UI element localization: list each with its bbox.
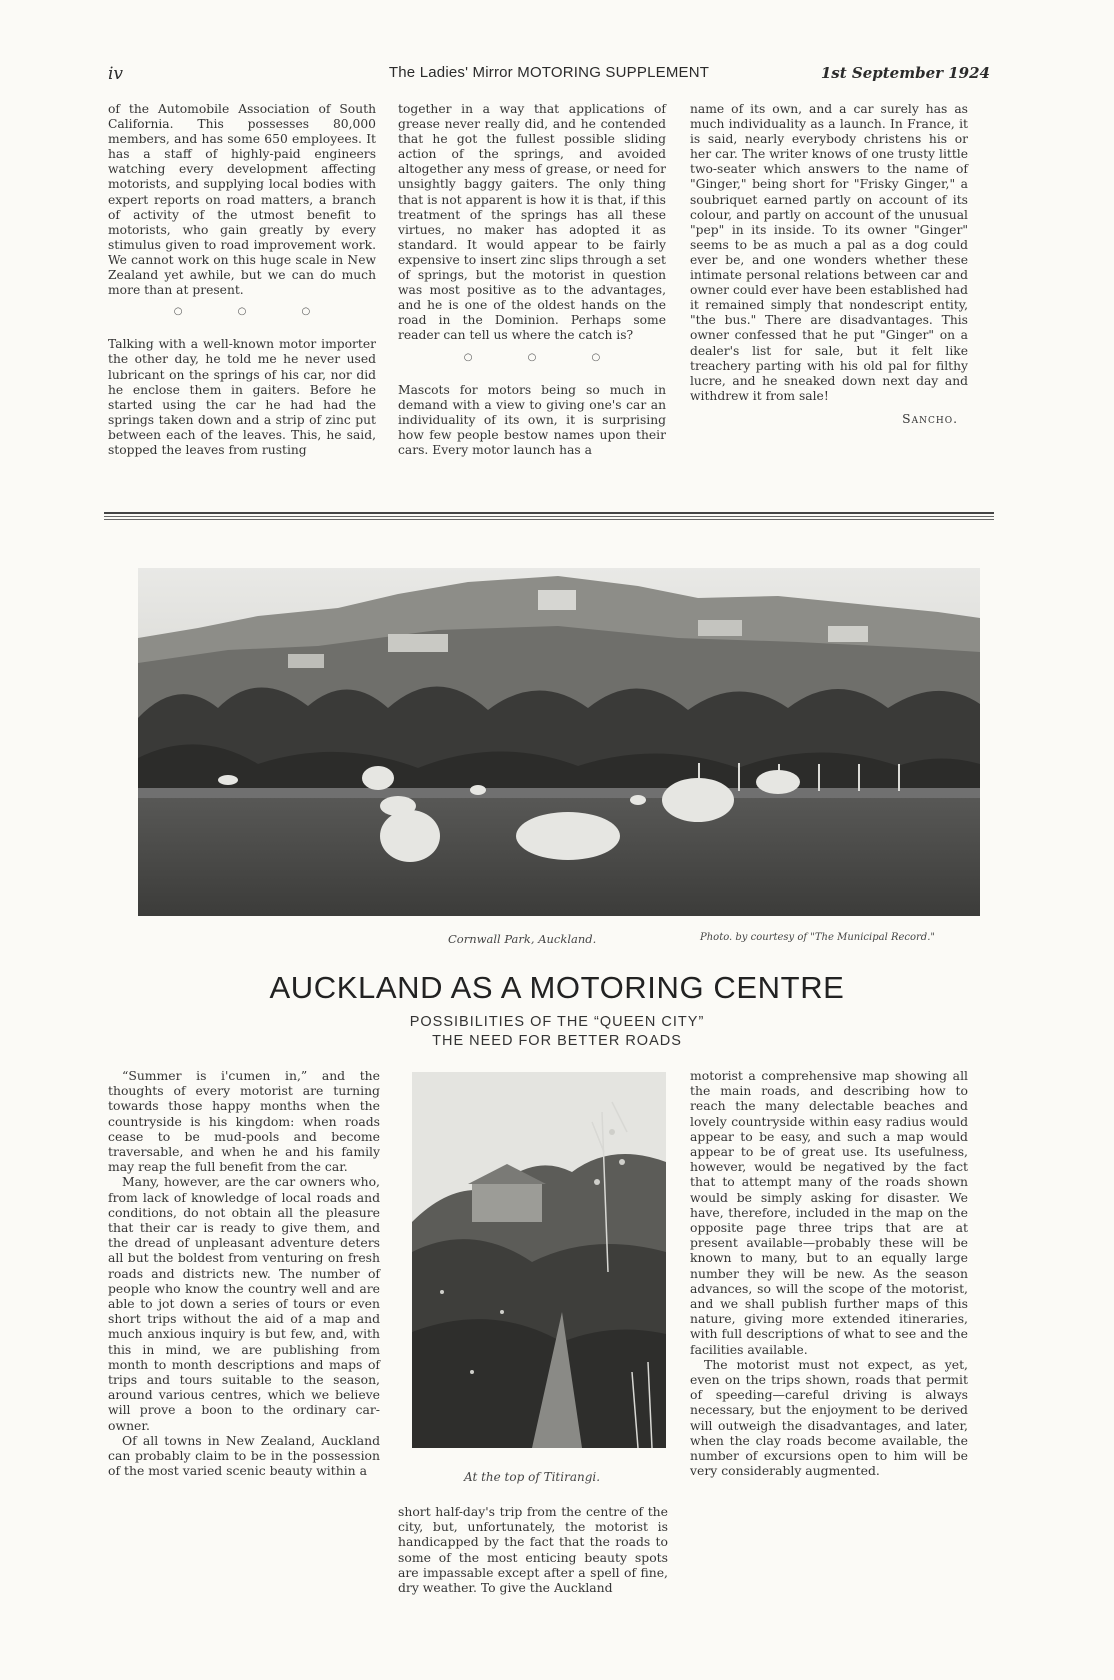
- article-subhead-1: POSSIBILITIES OF THE “QUEEN CITY”: [409, 1014, 705, 1030]
- article-subhead-2: THE NEED FOR BETTER ROADS: [432, 1033, 682, 1049]
- article-headline: AUCKLAND AS A MOTORING CENTRE: [269, 970, 845, 1005]
- running-head: [108, 64, 990, 88]
- article-column-2: [398, 1504, 668, 1595]
- paragraph: “Summer is i'cumen in,” and the thoughts of every motorist are turning towards those happy months when the countryside is his kingdom: when roads cease to be mud-pools and become traversable, and when he and his family may reap the full benefit from the car.: [108, 1068, 380, 1175]
- section-divider: [104, 512, 994, 520]
- small-photo-caption: At the top of Titirangi.: [464, 1470, 601, 1484]
- main-photo-credit: Photo. by courtesy of "The Municipal Record.": [700, 932, 935, 943]
- paragraph: The motorist must not expect, as yet, even on the trips shown, roads that permit of speeding—careful driving is always necessary, but the enjoyment to be derived will outweigh the disadvantages, and later, when the clay roads become available, the number of excursions open to him will be very considerably augmented.: [690, 1356, 968, 1479]
- paragraph: Mascots for motors being so much in demand with a view to giving one's car an individuality of its own, it is surprising how few people bestow names upon their cars. Every motor launch has a: [398, 382, 666, 457]
- author-signature: Sancho.: [902, 411, 958, 426]
- main-photo-caption: Cornwall Park, Auckland.: [448, 932, 597, 946]
- top-column-1: [108, 102, 376, 458]
- titirangi-image: [412, 1072, 666, 1448]
- issue-date: 1st September 1924: [820, 64, 990, 82]
- cornwall-park-photo: [138, 568, 980, 916]
- section-dots: ○ ○ ○: [173, 306, 337, 318]
- cornwall-park-image: [138, 568, 980, 916]
- paragraph: of the Automobile Association of South California. This possesses 80,000 members, and has some 650 employees. It has a staff of highly-paid engineers watching every development affecting motorists, and supplying local bodies with expert reports on road matters, a branch of activity of the utmost benefit to motorists, who gain greatly by every stimulus given to road improvement work. We cannot work on this huge scale in New Zealand yet awhile, but we can do much more than at present.: [108, 102, 376, 298]
- section-dots: ○ ○ ○: [463, 351, 627, 363]
- article-column-3: [690, 1068, 968, 1478]
- article-column-1: [108, 1068, 380, 1478]
- publication-title: The Ladies' Mirror MOTORING SUPPLEMENT: [388, 64, 710, 81]
- paragraph: Of all towns in New Zealand, Auckland can probably claim to be in the possession of the most varied scenic beauty within a: [108, 1432, 380, 1479]
- paragraph: motorist a comprehensive map showing all the main roads, and describing how to reach the many delectable beaches and lovely countryside within easy radius would appear to be easy, and such a map would appear to be of great use. Its usefulness, however, would be negatived by the fact that to attempt many of the roads shown would be simply asking for disaster. We have, therefore, included in the map on the opposite page three trips that are at present available—probably these will be known to many, but to an equally large number they will be new. As the season advances, so will the scope of the motorist, and we shall publish further maps of this nature, giving more extended itineraries, with full descriptions of what to see and the facilities available.: [690, 1068, 968, 1357]
- paragraph: Many, however, are the car owners who, from lack of knowledge of local roads and conditions, do not obtain all the pleasure that their car is ready to give them, and the dread of unpleasant adventure deters all but the boldest from venturing on fresh roads and districts new. The number of people who know the country well and are able to jot down a series of tours or even short trips without the aid of a map and much anxious inquiry is but few, and, with this in mind, we are publishing from month to month descriptions and maps of trips and tours suitable to the season, around various centres, which we believe will prove a boon to the ordinary car-owner.: [108, 1174, 380, 1433]
- top-column-3: [690, 102, 968, 427]
- titirangi-photo: [412, 1072, 666, 1448]
- page-number: iv: [108, 64, 124, 84]
- paragraph: short half-day's trip from the centre of the city, but, unfortunately, the motorist is handicapped by the fact that the roads to some of the most enticing beauty spots are impassable except after a spell of fine, dry weather. To give the Auckland: [398, 1504, 668, 1596]
- paragraph: name of its own, and a car surely has as much individuality as a launch. In France, it is said, nearly everybody christens his or her car. The writer knows of one trusty little two-seater which answers to the name of "Ginger," being short for "Frisky Ginger," a soubriquet earned partly on account of its colour, and partly on account of the unusual "pep" in its inside. To its owner "Ginger" seems to be as much a pal as a dog could ever be, and one wonders whether these intimate personal relations between car and owner could ever have been established had it remained simply that nondescript entity, "the bus." There are disadvantages. This owner confessed that he put "Ginger" on a dealer's list for sale, but it felt like treachery parting with his old pal for filthy lucre, and he sneaked down next day and withdrew it from sale!: [690, 102, 968, 403]
- paragraph: together in a way that applications of grease never really did, and he contended that he got the fullest possible sliding action of the springs, and avoided altogether any mess of grease, or need for unsightly baggy gaiters. The only thing that is not apparent is how it is that, if this treatment of the springs has all these virtues, no maker has adopted it as standard. It would appear to be fairly expensive to insert zinc slips through a set of springs, but the motorist in question was most positive as to the advantages, and he is one of the oldest hands on the road in the Dominion. Perhaps some reader can tell us where the catch is?: [398, 102, 666, 343]
- top-column-2: [398, 102, 666, 458]
- paragraph: Talking with a well-known motor importer the other day, he told me he never used lubricant on the springs of his car, nor did he enclose them in gaiters. Before he started using the car he had had the springs taken down and a strip of zinc put between each of the leaves. This, he said, stopped the leaves from rusting: [108, 337, 376, 457]
